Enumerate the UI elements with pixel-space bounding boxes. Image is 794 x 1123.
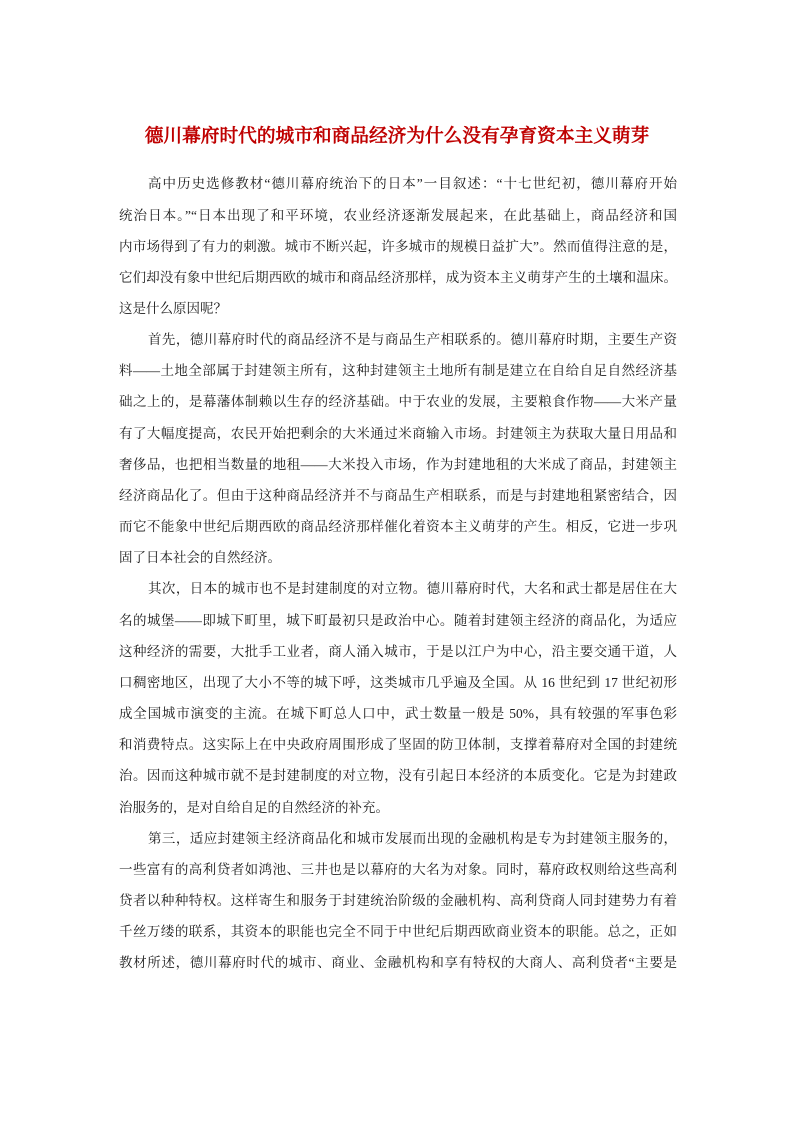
paragraph-line: 础之上的，是幕藩体制赖以生存的经济基础。中于农业的发展，主要粮食作物——大米产量 [119,394,677,410]
paragraph-line: 内市场得到了有力的刺激。城市不断兴起，许多城市的规模日益扩大”。然而值得注意的是， [119,238,677,254]
paragraph-line: 高中历史选修教材“德川幕府统治下的日本”一目叙述：“十七世纪初，德川幕府开始 [148,176,677,192]
paragraph-line: 治服务的，是对自给自足的自然经济的补充。 [119,799,389,815]
paragraph-line: 口稠密地区，出现了大小不等的城下呼，这类城市几乎遍及全国。从 16 世纪到 17 世纪初形 [119,674,677,690]
paragraph-line: 其次，日本的城市也不是封建制度的对立物。德川幕府时代，大名和武士都是居住在大 [148,581,677,597]
paragraph-line: 它们却没有象中世纪后期西欧的城市和商品经济那样，成为资本主义萌芽产生的土壤和温床。 [119,269,677,285]
paragraph-line: 第三，适应封建领主经济商品化和城市发展而出现的金融机构是专为封建领主服务的， [148,830,677,846]
paragraph-line: 而它不能象中世纪后期西欧的商品经济那样催化着资本主义萌芽的产生。相反，它进一步巩 [119,519,677,535]
paragraph-line: 料——土地全部属于封建领主所有，这种封建领主土地所有制是建立在自给自足自然经济基 [119,363,677,379]
paragraph-line: 名的城堡——即城下町里，城下町最初只是政治中心。随着封建领主经济的商品化，为适应 [119,612,677,628]
paragraph-line: 固了日本社会的自然经济。 [119,550,281,566]
paragraph-line: 有了大幅度提高，农民开始把剩余的大米通过米商输入市场。封建领主为获取大量日用品和 [119,425,677,441]
document-body [119,168,677,978]
paragraph-line: 首先，德川幕府时代的商品经济不是与商品生产相联系的。德川幕府时期，主要生产资 [148,332,677,348]
paragraph-line: 这种经济的需要，大批手工业者，商人涌入城市，于是以江户为中心，沿主要交通干道，人 [119,643,677,659]
paragraph-line: 统治日本。”“日本出现了和平环境，农业经济逐渐发展起来，在此基础上，商品经济和国 [119,207,677,223]
paragraph-line: 一些富有的高利贷者如鸿池、三井也是以幕府的大名为对象。同时，幕府政权则给这些高利 [119,861,677,877]
paragraph-line: 奢侈品，也把相当数量的地租——大米投入市场，作为封建地租的大米成了商品，封建领主 [119,456,677,472]
paragraph-line: 这是什么原因呢？ [119,301,227,317]
paragraph-2 [119,324,677,573]
paragraph-line: 教材所述，德川幕府时代的城市、商业、金融机构和享有特权的大商人、高利贷者“主要是 [119,955,677,971]
document-title: 德川幕府时代的城市和商品经济为什么没有孕育资本主义萌芽 [144,126,650,147]
paragraph-line: 千丝万缕的联系，其资本的职能也完全不同于中世纪后期西欧商业资本的职能。总之，正如 [119,924,677,940]
paragraph-line: 经济商品化了。但由于这种商品经济并不与商品生产相联系，而是与封建地租紧密结合，因 [119,487,677,503]
paragraph-4 [119,823,677,979]
paragraph-line: 和消费特点。这实际上在中央政府周围形成了坚固的防卫体制，支撑着幕府对全国的封建统 [119,737,677,753]
paragraph-line: 贷者以种种特权。这样寄生和服务于封建统治阶级的金融机构、高利贷商人同封建势力有着 [119,892,677,908]
paragraph-line: 治。因而这种城市就不是封建制度的对立物，没有引起日本经济的本质变化。它是为封建政 [119,768,677,784]
paragraph-line: 成全国城市演变的主流。在城下町总人口中，武士数量一般是 50%，具有较强的军事色彩 [119,706,677,722]
paragraph-3 [119,573,677,822]
paragraph-1 [119,168,677,324]
